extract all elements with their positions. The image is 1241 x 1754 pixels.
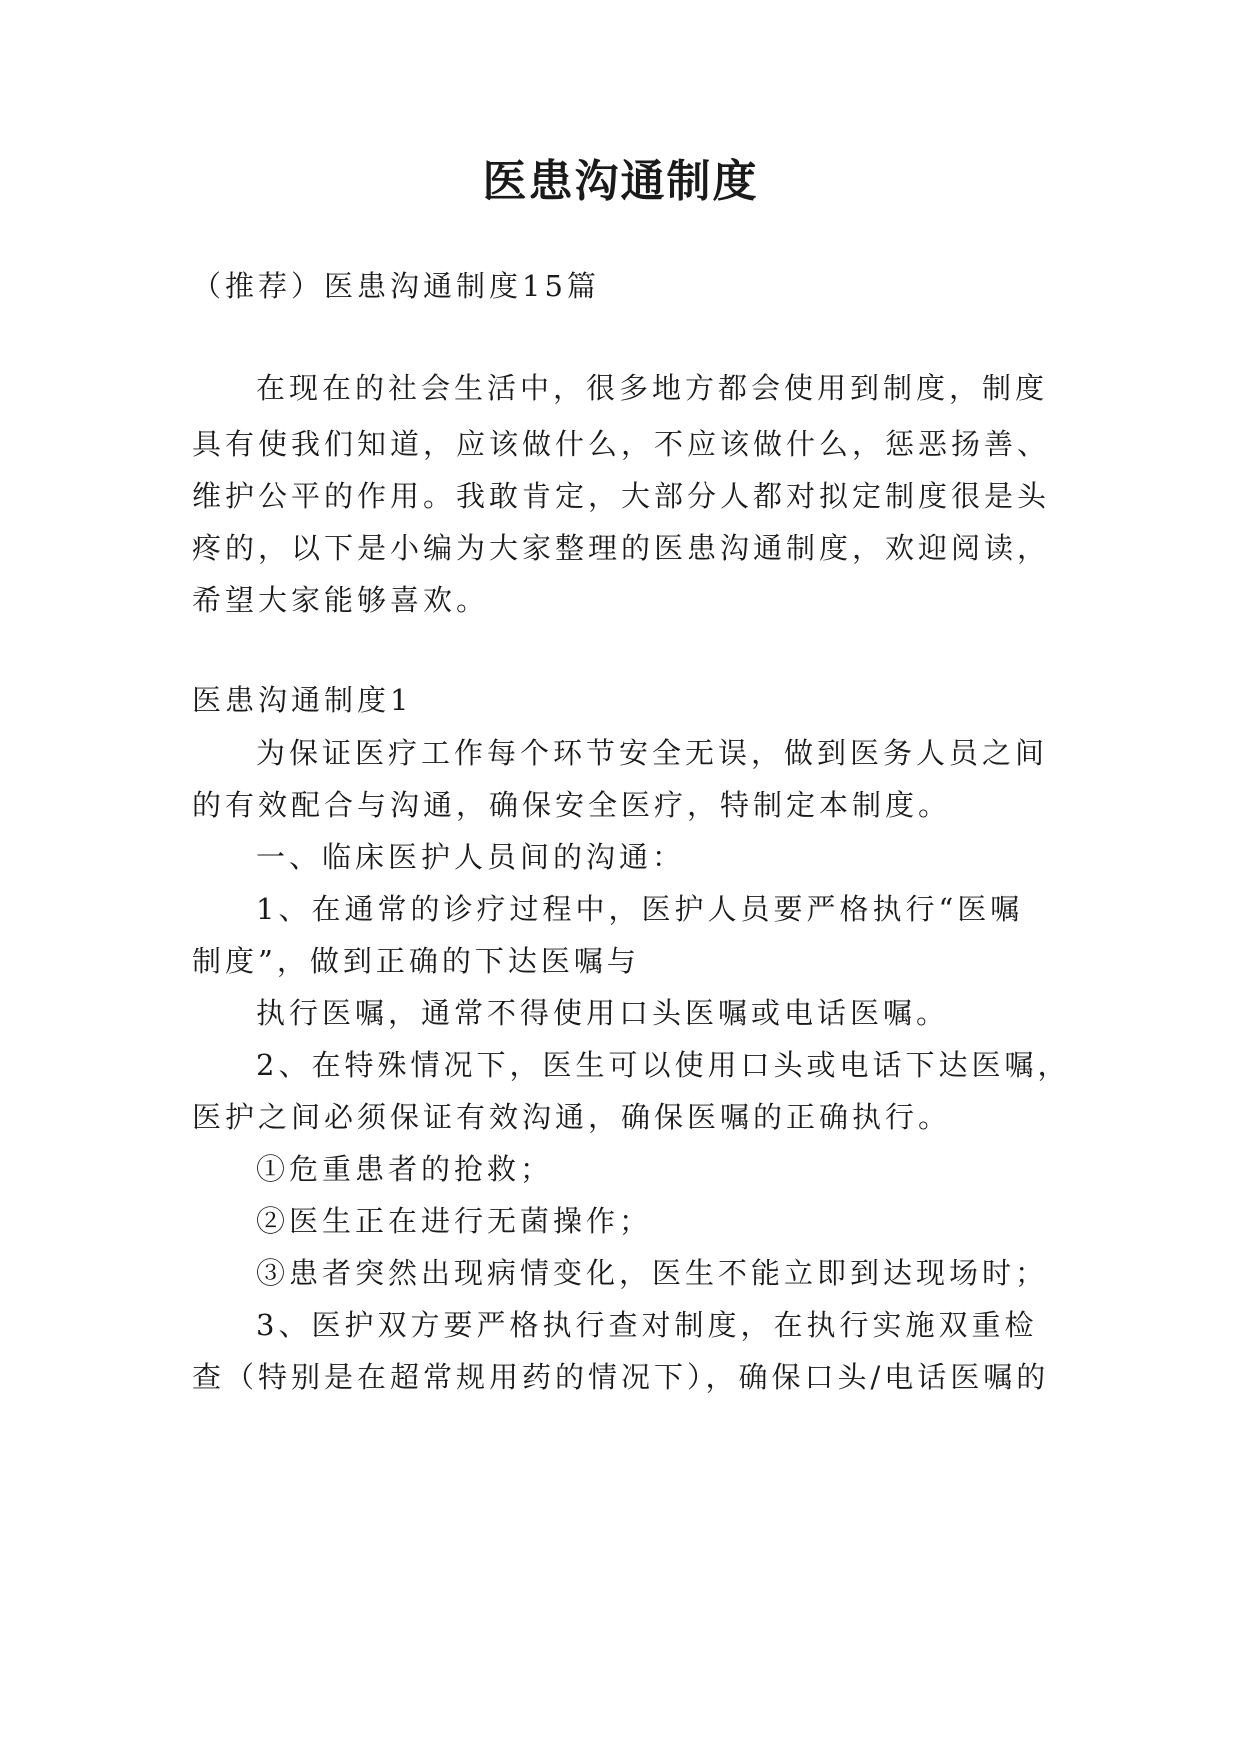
document-title: 医患沟通制度 xyxy=(482,156,759,207)
body-line: 查（特别是在超常规用药的情况下），确保口头/电话医嘱的 xyxy=(192,1360,1050,1394)
body-line: ②医生正在进行无菌操作； xyxy=(256,1204,653,1238)
body-line: 一、临床医护人员间的沟通： xyxy=(256,840,686,874)
body-line: 2、在特殊情况下，医生可以使用口头或电话下达医嘱， xyxy=(256,1048,1071,1082)
body-line: 3、医护双方要严格执行查对制度，在执行实施双重检 xyxy=(256,1308,1038,1342)
body-line: ③患者突然出现病情变化，医生不能立即到达现场时； xyxy=(256,1256,1049,1290)
intro-line: 希望大家能够喜欢。 xyxy=(192,583,490,617)
body-line: 制度”，做到正确的下达医嘱与 xyxy=(192,944,640,978)
body-line: ①危重患者的抢救； xyxy=(256,1152,554,1186)
section-heading: 医患沟通制度1 xyxy=(192,683,413,717)
body-line: 医护之间必须保证有效沟通，确保医嘱的正确执行。 xyxy=(192,1100,952,1134)
intro-line: 具有使我们知道，应该做什么，不应该做什么，惩恶扬善、 xyxy=(192,427,1051,461)
body-line: 的有效配合与沟通，确保安全医疗，特制定本制度。 xyxy=(192,788,952,822)
body-line: 1、在通常的诊疗过程中，医护人员要严格执行“医嘱 xyxy=(256,892,1024,926)
body-line: 为保证医疗工作每个环节安全无误，做到医务人员之间 xyxy=(256,736,1049,770)
intro-line: 疼的，以下是小编为大家整理的医患沟通制度，欢迎阅读， xyxy=(192,531,1051,565)
intro-line: 维护公平的作用。我敢肯定，大部分人都对拟定制度很是头 xyxy=(192,479,1051,513)
body-line: 执行医嘱，通常不得使用口头医嘱或电话医嘱。 xyxy=(256,996,950,1030)
document-subtitle: （推荐）医患沟通制度15篇 xyxy=(192,269,600,303)
intro-line: 在现在的社会生活中，很多地方都会使用到制度，制度 xyxy=(256,371,1049,405)
